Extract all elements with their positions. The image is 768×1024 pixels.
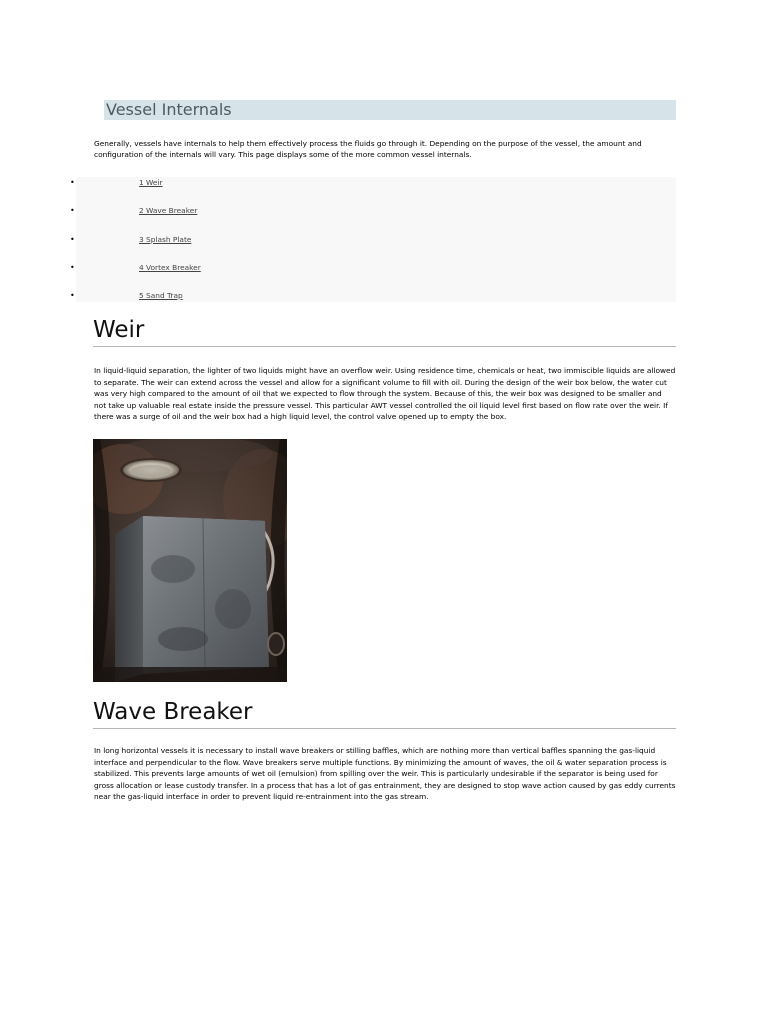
weir-divider bbox=[93, 346, 676, 347]
toc-item bbox=[70, 177, 676, 189]
bullet-icon: • bbox=[70, 291, 75, 300]
weir-heading: Weir bbox=[93, 317, 145, 343]
toc-link-sand-trap[interactable]: 5 Sand Trap bbox=[139, 291, 183, 300]
weir-paragraph: In liquid-liquid separation, the lighter of two liquids might have an overflow weir. Using residence time, chemicals or heat, two immiscible liquids are allowed to separate. The weir can extend across the vessel and allow for a significant volume to fill with oil. During the design of the weir box below, the water cut was very high compared to the amount of oil that we expected to flow through the system. Because of this, the weir box was designed to be smaller and not take up valuable real estate inside the pressure vessel. This particular AWT vessel controlled the oil liquid level first based on flow rate over the weir. If there was a surge of oil and the weir box had a high liquid level, the control valve opened up to empty the box. bbox=[94, 366, 676, 422]
intro-paragraph: Generally, vessels have internals to help them effectively process the fluids go through it. Depending on the purpose of the vessel, the amount and configuration of the internals will vary. This page displays some of the more common vessel internals. bbox=[94, 139, 642, 159]
toc-link-splash-plate[interactable]: 3 Splash Plate bbox=[139, 235, 192, 244]
toc-link-weir[interactable]: 1 Weir bbox=[139, 178, 163, 187]
toc-item bbox=[70, 234, 676, 246]
bullet-icon: • bbox=[70, 235, 75, 244]
toc-item bbox=[70, 290, 676, 302]
title-bar bbox=[104, 100, 676, 120]
bullet-icon: • bbox=[70, 263, 75, 272]
toc-item bbox=[70, 205, 676, 217]
toc-link-wave-breaker[interactable]: 2 Wave Breaker bbox=[139, 206, 198, 215]
page-title: Vessel Internals bbox=[106, 100, 232, 119]
table-of-contents bbox=[70, 177, 676, 302]
bullet-icon: • bbox=[70, 206, 75, 215]
toc-item bbox=[70, 262, 676, 274]
weir-box-photo bbox=[93, 439, 287, 682]
toc-link-vortex-breaker[interactable]: 4 Vortex Breaker bbox=[139, 263, 201, 272]
wave-breaker-heading: Wave Breaker bbox=[93, 699, 253, 725]
wave-breaker-divider bbox=[93, 728, 676, 729]
wave-breaker-paragraph: In long horizontal vessels it is necessary to install wave breakers or stilling baffles, which are nothing more than vertical baffles spanning the gas-liquid interface and perpendicular to the flow. Wave breakers serve multiple functions. By minimizing the amount of waves, the oil & water separation process is stabilized. This prevents large amounts of wet oil (emulsion) from spilling over the weir. This is particularly undesirable if the separator is being used for gross allocation or lease custody transfer. In a process that has a lot of gas entrainment, they are designed to stop wave action caused by gas eddy currents near the gas-liquid interface in order to prevent liquid re-entrainment into the gas stream. bbox=[94, 746, 676, 802]
bullet-icon: • bbox=[70, 178, 75, 187]
